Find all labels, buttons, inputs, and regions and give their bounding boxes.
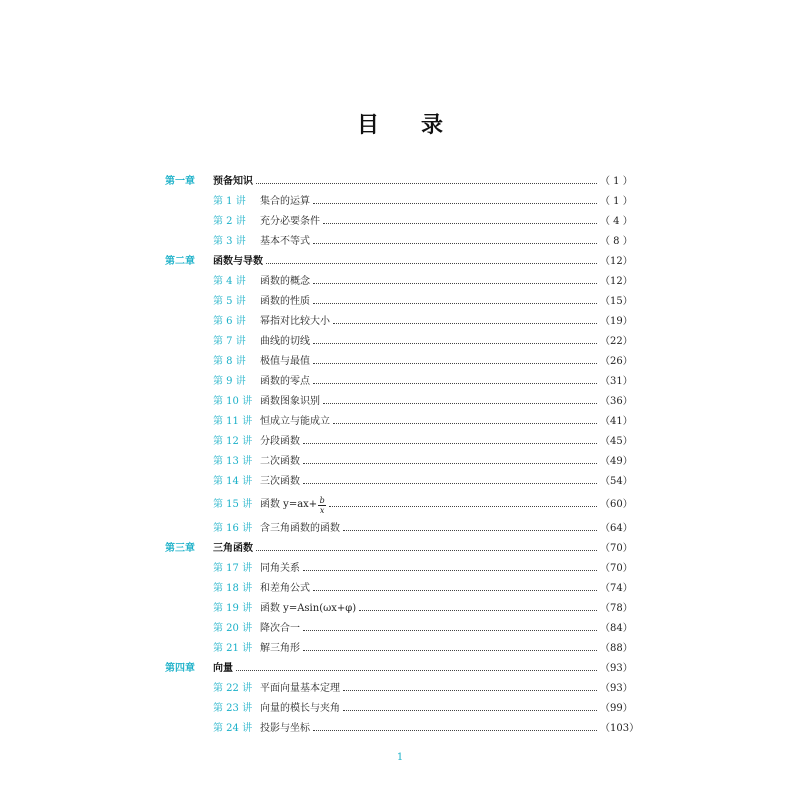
lecture-number: 第 7 讲: [213, 336, 246, 347]
lecture-number: 第 14 讲: [213, 476, 253, 487]
lecture-title: 降次合一: [260, 623, 300, 634]
page-reference: （93）: [600, 663, 633, 674]
dot-leader: [313, 242, 597, 244]
toc-lecture-row: [165, 601, 632, 617]
chapter-title: 向量: [213, 663, 233, 674]
lecture-number: 第 15 讲: [213, 499, 253, 510]
page-reference: （ 8 ）: [600, 236, 633, 247]
page-reference: （54）: [600, 476, 633, 487]
dot-leader: [333, 422, 597, 424]
dot-leader: [303, 629, 597, 631]
chapter-title: 预备知识: [213, 176, 253, 187]
title-char-1: 目: [356, 112, 379, 138]
lecture-title: 函数 y=ax+: [260, 499, 318, 510]
toc-lecture-row: [165, 521, 632, 537]
dot-leader: [303, 649, 597, 651]
page-reference: （22）: [600, 336, 633, 347]
lecture-number: 第 6 讲: [213, 316, 246, 327]
page-reference: （ 1 ）: [600, 196, 633, 207]
page-reference: （12）: [600, 276, 633, 287]
chapter-number: 第四章: [165, 663, 195, 674]
lecture-title: 函数的性质: [260, 296, 310, 307]
lecture-number: 第 24 讲: [213, 723, 253, 734]
dot-leader: [313, 202, 597, 204]
dot-leader: [303, 482, 597, 484]
dot-leader: [303, 569, 597, 571]
toc-lecture-row: [165, 394, 632, 410]
lecture-number: 第 5 讲: [213, 296, 246, 307]
toc-lecture-row: [165, 621, 632, 637]
toc-lecture-row: [165, 701, 632, 717]
lecture-title: 函数的零点: [260, 376, 310, 387]
lecture-title: 分段函数: [260, 436, 300, 447]
page-reference: （64）: [600, 523, 633, 534]
lecture-number: 第 3 讲: [213, 236, 246, 247]
page-reference: （70）: [600, 563, 633, 574]
dot-leader: [256, 182, 597, 184]
toc-lecture-row: [165, 581, 632, 597]
toc-lecture-row: [165, 561, 632, 577]
dot-leader: [323, 402, 597, 404]
toc-chapter-row: [165, 254, 632, 270]
toc-chapter-row: [165, 541, 632, 557]
toc-lecture-row: [165, 314, 632, 330]
lecture-number: 第 13 讲: [213, 456, 253, 467]
chapter-title: 三角函数: [213, 543, 253, 554]
fraction-numerator: b: [319, 495, 325, 505]
chapter-number: 第一章: [165, 176, 195, 187]
lecture-title: 三次函数: [260, 476, 300, 487]
toc-lecture-row: [165, 474, 632, 490]
toc-lecture-row: [165, 497, 632, 513]
chapter-number: 第三章: [165, 543, 195, 554]
toc-chapter-row: [165, 661, 632, 677]
lecture-title: 恒成立与能成立: [260, 416, 330, 427]
lecture-title: 充分必要条件: [260, 216, 320, 227]
toc-lecture-row: [165, 721, 640, 737]
page-reference: （36）: [600, 396, 633, 407]
dot-leader: [266, 262, 597, 264]
lecture-title: 平面向量基本定理: [260, 683, 340, 694]
toc-lecture-row: [165, 641, 632, 657]
dot-leader: [333, 322, 597, 324]
page-reference: （99）: [600, 703, 633, 714]
lecture-title: 向量的模长与夹角: [260, 703, 340, 714]
dot-leader: [313, 589, 597, 591]
dot-leader: [359, 609, 597, 611]
page-reference: （88）: [600, 643, 633, 654]
lecture-number: 第 11 讲: [213, 416, 253, 427]
lecture-number: 第 22 讲: [213, 683, 253, 694]
page-reference: （84）: [600, 623, 633, 634]
page-reference: （12）: [600, 256, 633, 267]
lecture-title: 极值与最值: [260, 356, 310, 367]
lecture-title: 同角关系: [260, 563, 300, 574]
lecture-title: 函数图象识别: [260, 396, 320, 407]
page-reference: （ 4 ）: [600, 216, 633, 227]
page-reference: （26）: [600, 356, 633, 367]
page-number: 1: [396, 752, 404, 763]
dot-leader: [303, 442, 597, 444]
lecture-number: 第 23 讲: [213, 703, 253, 714]
toc-lecture-row: [165, 374, 632, 390]
lecture-title: 含三角函数的函数: [260, 523, 340, 534]
lecture-title: 幂指对比较大小: [260, 316, 330, 327]
lecture-number: 第 17 讲: [213, 563, 253, 574]
dot-leader: [323, 222, 597, 224]
toc-lecture-row: [165, 294, 632, 310]
chapter-title: 函数与导数: [213, 256, 263, 267]
dot-leader: [343, 689, 597, 691]
toc-lecture-row: [165, 234, 632, 250]
lecture-number: 第 12 讲: [213, 436, 253, 447]
lecture-title: 二次函数: [260, 456, 300, 467]
toc-lecture-row: [165, 354, 632, 370]
toc-lecture-row: [165, 214, 632, 230]
toc-lecture-row: [165, 434, 632, 450]
toc-lecture-row: [165, 194, 632, 210]
page-reference: （19）: [600, 316, 633, 327]
dot-leader: [313, 282, 597, 284]
toc-lecture-row: [165, 414, 632, 430]
dot-leader: [313, 729, 597, 731]
lecture-number: 第 2 讲: [213, 216, 246, 227]
lecture-number: 第 21 讲: [213, 643, 253, 654]
dot-leader: [313, 302, 597, 304]
dot-leader: [313, 362, 597, 364]
page-reference: （31）: [600, 376, 633, 387]
dot-leader: [303, 462, 597, 464]
page-reference: （60）: [600, 499, 633, 510]
dot-leader: [343, 709, 597, 711]
fraction: [318, 496, 326, 515]
lecture-title: 解三角形: [260, 643, 300, 654]
page-reference: （93）: [600, 683, 633, 694]
lecture-title: 和差角公式: [260, 583, 310, 594]
lecture-number: 第 10 讲: [213, 396, 253, 407]
toc-lecture-row: [165, 334, 632, 350]
title-char-2: 录: [421, 112, 444, 138]
lecture-number: 第 1 讲: [213, 196, 246, 207]
page-reference: （15）: [600, 296, 633, 307]
lecture-title: 基本不等式: [260, 236, 310, 247]
chapter-number: 第二章: [165, 256, 195, 267]
lecture-title: 曲线的切线: [260, 336, 310, 347]
page-reference: （ 1 ）: [600, 176, 633, 187]
page-reference: （41）: [600, 416, 633, 427]
toc-lecture-row: [165, 274, 632, 290]
lecture-title: 函数的概念: [260, 276, 310, 287]
lecture-title: 投影与坐标: [260, 723, 310, 734]
toc-lecture-row: [165, 454, 632, 470]
lecture-number: 第 16 讲: [213, 523, 253, 534]
page-reference: （49）: [600, 456, 633, 467]
page-reference: （103）: [600, 723, 640, 734]
toc-lecture-row: [165, 681, 632, 697]
page-reference: （45）: [600, 436, 633, 447]
toc-chapter-row: [165, 174, 632, 190]
page-reference: （70）: [600, 543, 633, 554]
dot-leader: [329, 505, 597, 507]
lecture-title: 函数 y=Asin(ωx+φ): [260, 603, 357, 614]
dot-leader: [236, 669, 597, 671]
lecture-number: 第 18 讲: [213, 583, 253, 594]
lecture-number: 第 19 讲: [213, 603, 253, 614]
fraction-denominator: x: [319, 505, 325, 515]
lecture-number: 第 8 讲: [213, 356, 246, 367]
dot-leader: [313, 342, 597, 344]
dot-leader: [256, 549, 597, 551]
lecture-number: 第 4 讲: [213, 276, 246, 287]
page-reference: （78）: [600, 603, 633, 614]
dot-leader: [343, 529, 597, 531]
lecture-number: 第 20 讲: [213, 623, 253, 634]
dot-leader: [313, 382, 597, 384]
lecture-number: 第 9 讲: [213, 376, 246, 387]
page-reference: （74）: [600, 583, 633, 594]
lecture-title: 集合的运算: [260, 196, 310, 207]
